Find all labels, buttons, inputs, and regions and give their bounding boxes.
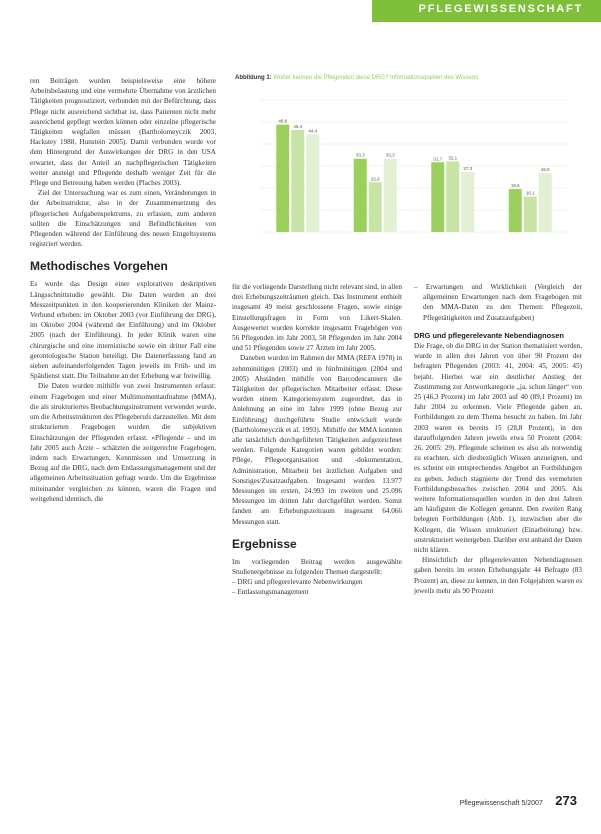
bar xyxy=(369,182,382,232)
figure-caption-text: Woher kennen die Pflegenden diese DRG? Informationsquellen des Wissens xyxy=(273,75,479,81)
column-right xyxy=(414,282,582,596)
column-left xyxy=(30,76,216,504)
figure xyxy=(235,74,581,270)
data-label: 46,4 xyxy=(293,123,303,129)
bar xyxy=(461,172,474,232)
figure-caption xyxy=(235,74,581,82)
figure-label: Abbildung 1: xyxy=(235,75,272,81)
bar-chart xyxy=(235,82,581,262)
paragraph: Ziel der Untersuchung war es zum einen, Veränderungen in der Arbeitsstruktur, also in der Zusammensetzung des pflegerischen Aufgabenspektrums, zu erfassen, zum anderen sollten die Einschätzungen und Befindlichkeiten von Pflegenden während der Einführung des neuen Entgeltsystems registriert werden. xyxy=(30,189,216,249)
bar xyxy=(306,134,319,232)
section-title: PFLEGEWISSENSCHAFT xyxy=(418,3,583,15)
paragraph: Im vorliegenden Beitrag werden ausgewählte Studienergebnisse zu folgenden Themen dargestellt: xyxy=(232,557,402,577)
paragraph: Daneben wurden im Rahmen der MMA (REFA 1978) in zehnminütigen (2003) und in fünfminütigen (2004 und 2005) Abständen mithilfe von Barcodescannern die Tätigkeiten der pflegerischen Mitarbeiter erfasst. Diese wurden einem Kategoriensystem zugeordnet, das in Anlehnung an eine im Jahre 1999 (ohne Bezug zur Einführung) durchgeführte Studie entwickelt wurde (Bartholomeyczik et al. 1993). Mithilfe der MMA konnten alle tatsächlich durchgeführten Tätigkeiten aufgezeichnet werden. Folgende Kategorien waren gebildet worden: Pflege, Pflegeorganisation und -dokumentation, Administration, Mitarbeit bei ärztlichen Aufgaben und Sonstiges/Zusatzaufgaben. Insgesamt wurden 13.977 Messungen im ersten, 24.993 im zweiten und 25.096 Messungen im dritten Jahr durchgeführt werden. Somit fanden am Erhebungszeitraum insgesamt 64.066 Messungen statt. xyxy=(232,354,402,526)
list-item: – DRG und pflegerelevante Nebenwirkungen xyxy=(232,578,363,587)
bar xyxy=(276,125,289,232)
bar xyxy=(446,161,459,232)
bar xyxy=(431,162,444,232)
bar xyxy=(509,189,522,232)
section-heading: Ergebnisse xyxy=(232,536,297,551)
data-label: 16,1 xyxy=(525,190,535,196)
data-label: 27,3 xyxy=(463,165,473,171)
data-label: 32,1 xyxy=(448,155,458,161)
journal-name: Pflegewissenschaft 5/2007 xyxy=(459,800,543,807)
bar xyxy=(354,159,367,232)
data-label: 19,5 xyxy=(510,183,520,189)
bar xyxy=(384,159,397,232)
paragraph: Hinsichtlich der pflegerelevanten Nebendiagnosen gaben bereits im ersten Erhebungsjahr 44 Befragte (83 Prozent) an, diese zu kennen, in den Folgejahren waren es jeweils mehr als 90 Prozent xyxy=(414,556,582,595)
page-number: 273 xyxy=(555,793,577,808)
paragraph: Die Frage, ob die DRG in der Station thematisiert werden, wurde in allen drei Jahren von über 90 Prozent der befragten Pflegenden (2003: 41, 2004: 45, 2005: 45) bejaht. Hierbei war ein deutlicher Anstieg der Zustimmung zur Antwortkategorie „ja, schon länger“ von 25 (46,3 Prozent) im Jahr 2003 auf 40 (89,1 Prozent) im Jahr 2004 zu erkennen. Viele Pflegende gaben an, Fortbildungen zu dem Thema besucht zu haben. Im Jahr 2003 waren es bereits 15 (28,8 Prozent), in den darauffolgenden Jahren jeweils etwa 50 Prozent (2004: 26, 2005: 29). Pflegende scheinen es also als notwendig zu erachten, sich diesbezüglich Wissen anzueignen, und es scheint ein entsprechendes Angebot an Fortbildungen zu geben. Jedoch stagnierte der Trend des vermehrten Fortbildungsbesuches zwischen 2004 und 2005. Als weitere Informationsquellen wurden in den drei Jahren am häufigsten die Kollegen genannt. Den zweiten Rang belegten Fortbildungen (Abb. 1), inzwischen aber die Kollegen, die Wissen strukturiert (Einarbeitung) bzw. unstrukturiert weitergeben. Darüber erst anhand der Daten nicht klären. xyxy=(414,342,582,555)
header-band xyxy=(372,0,601,22)
bar xyxy=(539,173,552,232)
bar xyxy=(524,197,537,232)
paragraph: Es wurde das Design einer explorativen deskriptiven Längsschnittstudie gewählt. Die Daten wurden an drei Messzeitpunkten in den kooperierenden Kliniken der Mainz-Verbund erhoben: im Oktober 2003 (vor Einführung der DRG), im Oktober 2004 (während der Einführung) und im Oktober 2005 (nach der Einführung). In jeder Klinik waren eine chirurgische und eine internistische sowie ein dritter Fall eine gerontologische Station beteiligt. Die Datenerfassung fand an sieben aufeinanderfolgenden Tagen jeweils im Früh- und im Spätdienst statt. Die Teilnahme an der Erhebung war freiwillig. xyxy=(30,280,216,381)
data-label: 31,7 xyxy=(433,156,443,162)
data-label: 44,4 xyxy=(308,128,318,134)
bar xyxy=(291,130,304,232)
list-item: – Entlassungsmanagement xyxy=(232,588,309,597)
subsection-heading: DRG und pflegerelevante Nebendiagnosen xyxy=(414,330,564,340)
data-label: 22,6 xyxy=(370,176,380,182)
data-label: 48,8 xyxy=(278,118,288,124)
data-label: 26,8 xyxy=(540,167,550,173)
data-label: 33,3 xyxy=(385,152,395,158)
page-footer xyxy=(460,792,577,810)
paragraph: Die Daten wurden mithilfe von zwei Instrumenten erfasst: einem Fragebogen und einer Multimomentaufnahme (MMA), die als strukturiertes Beobachtungsinstrument verwendet wurde, um die Arbeitsstrukturen des Pflegeberufs darzustellen. Mit dem strukturierten Fragebogen wurden die subjektiven Einschätzungen der Pflegenden erfasst. »Pflegende – und im Jahr 2005 auch Ärzte – schätzten die zeitgerechte Fragebogen, indem nach Erwartungen, Kenntnissen und Umsetzung in Bezug auf die DRG, nach dem Entlassungsmanagement und der allgemeinen Arbeitssituation gefragt wurde. Um die Ergebnisse miteinander vergleichen zu können, waren die Fragen und weitgehend identisch, die xyxy=(30,382,216,503)
data-label: 33,3 xyxy=(355,152,365,158)
section-heading: Methodisches Vorgehen xyxy=(30,259,168,274)
column-middle xyxy=(232,282,402,598)
list-item: – Erwartungen und Wirklichkeit (Vergleich der allgemeinen Erwartungen nach dem Fragebogen mit den MMA-Daten zu den Themen: Pflegezeit, Pflegetätigkeiten und Zusatzaufgaben) xyxy=(414,283,582,322)
paragraph: für die vorliegende Darstellung nicht relevant sind, in allen drei Erhebungszeiträumen gleich. Das Instrument enthielt insgesamt 49 meist geschlossene Fragen, sowie einige Einstellungsfragen in Form von Likert-Skalen. Ausgewertet wurden korrekte insgesamt Fragebögen von 56 Pflegenden im Jahr 2003, 58 Pflegenden im Jahr 2004 und 51 Pflegenden sowie 27 Ärzten im Jahr 2005. xyxy=(232,283,402,353)
paragraph: ren Beiträgen wurden beispielsweise eine höhere Arbeitsbelastung und eine vermehrte Übernahme von ärztlichen Tätigkeiten prognostiziert, verbunden mit der Befürchtung, dass Pflege nicht ausreichend sichtbar ist, dass Patienten nicht mehr ausreichend gepflegt werden können oder einzelne pflegerische Tätigkeiten wegfallen müssen (Bartholomeyczik 2003, Hackstey 1988, Hunstein 2005). Damit verbunden wurde vor dem Hintergrund der Auswirkungen der DRG in den USA erwartet, dass der Anteil an nachpflegerischen Tätigkeiten weiter ansteigt und Pflegende deshalb weniger Zeit für die Pflege und Betreuung haben werden (Plaches 2003). xyxy=(30,77,216,188)
